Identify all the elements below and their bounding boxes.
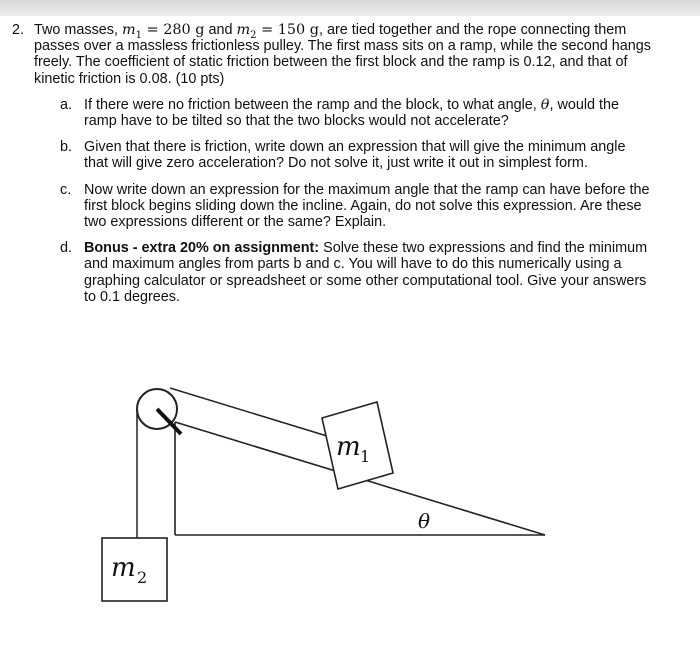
- problem-number: 2.: [12, 22, 25, 38]
- part-c-text: Now write down an expression for the maximum angle that the ramp can have before the first block begins sliding down the incline. Again, do not solve this expression. Are these two expressions different or the same? Explain.: [84, 181, 650, 231]
- m1-subscript: 1: [135, 29, 142, 41]
- part-b-text: Given that there is friction, write down an expression that will give the minimum angle that will give zero acceleration? Do not solve it, just write it out in simplest form.: [84, 139, 626, 172]
- part-d-label: d.: [60, 240, 73, 257]
- part-d-bonus: Bonus - extra 20% on assignment:: [84, 240, 320, 257]
- angle-theta-label: θ: [418, 509, 431, 533]
- block-m1-subscript: 1: [360, 447, 371, 466]
- part-a-theta: θ: [540, 96, 550, 113]
- intro-text-1: Two masses,: [34, 22, 122, 38]
- rope-to-block1: [170, 388, 340, 440]
- m2-subscript: 2: [250, 29, 257, 41]
- block-m2-subscript: 2: [137, 568, 148, 587]
- part-b-label: b.: [60, 139, 73, 156]
- part-a-label: a.: [60, 96, 73, 113]
- part-a-text-after: , would the ramp have to be tilted so that the two blocks would not accelerate?: [84, 96, 620, 130]
- m2-value: = 150 g: [256, 22, 319, 38]
- block-m1-label: m: [336, 432, 361, 462]
- block-m2-label: m: [111, 553, 136, 583]
- intro-text-2: and: [204, 22, 237, 38]
- part-a-text-before: If there were no friction between the ramp and the block, to what angle,: [84, 96, 541, 113]
- part-c-label: c.: [60, 181, 72, 198]
- m1-value: = 280 g: [142, 22, 205, 38]
- intro-text-3: , are tied together and the rope connecting them passes over a massless frictionless pulley. The first mass sits on a ramp, while the second hangs freely. The coefficient of static friction between the first block and the ramp is 0.12, and that of kinetic friction is 0.08. (10 pts): [34, 22, 651, 87]
- m1-variable: m: [121, 22, 136, 38]
- part-d-text: Solve these two expressions and find the minimum and maximum angles from parts b and c. You will have to do this numerically using a graphing calculator or spreadsheet or some other computational tool. Give your answers to 0.1 degrees.: [84, 240, 648, 305]
- m2-variable: m: [236, 22, 251, 38]
